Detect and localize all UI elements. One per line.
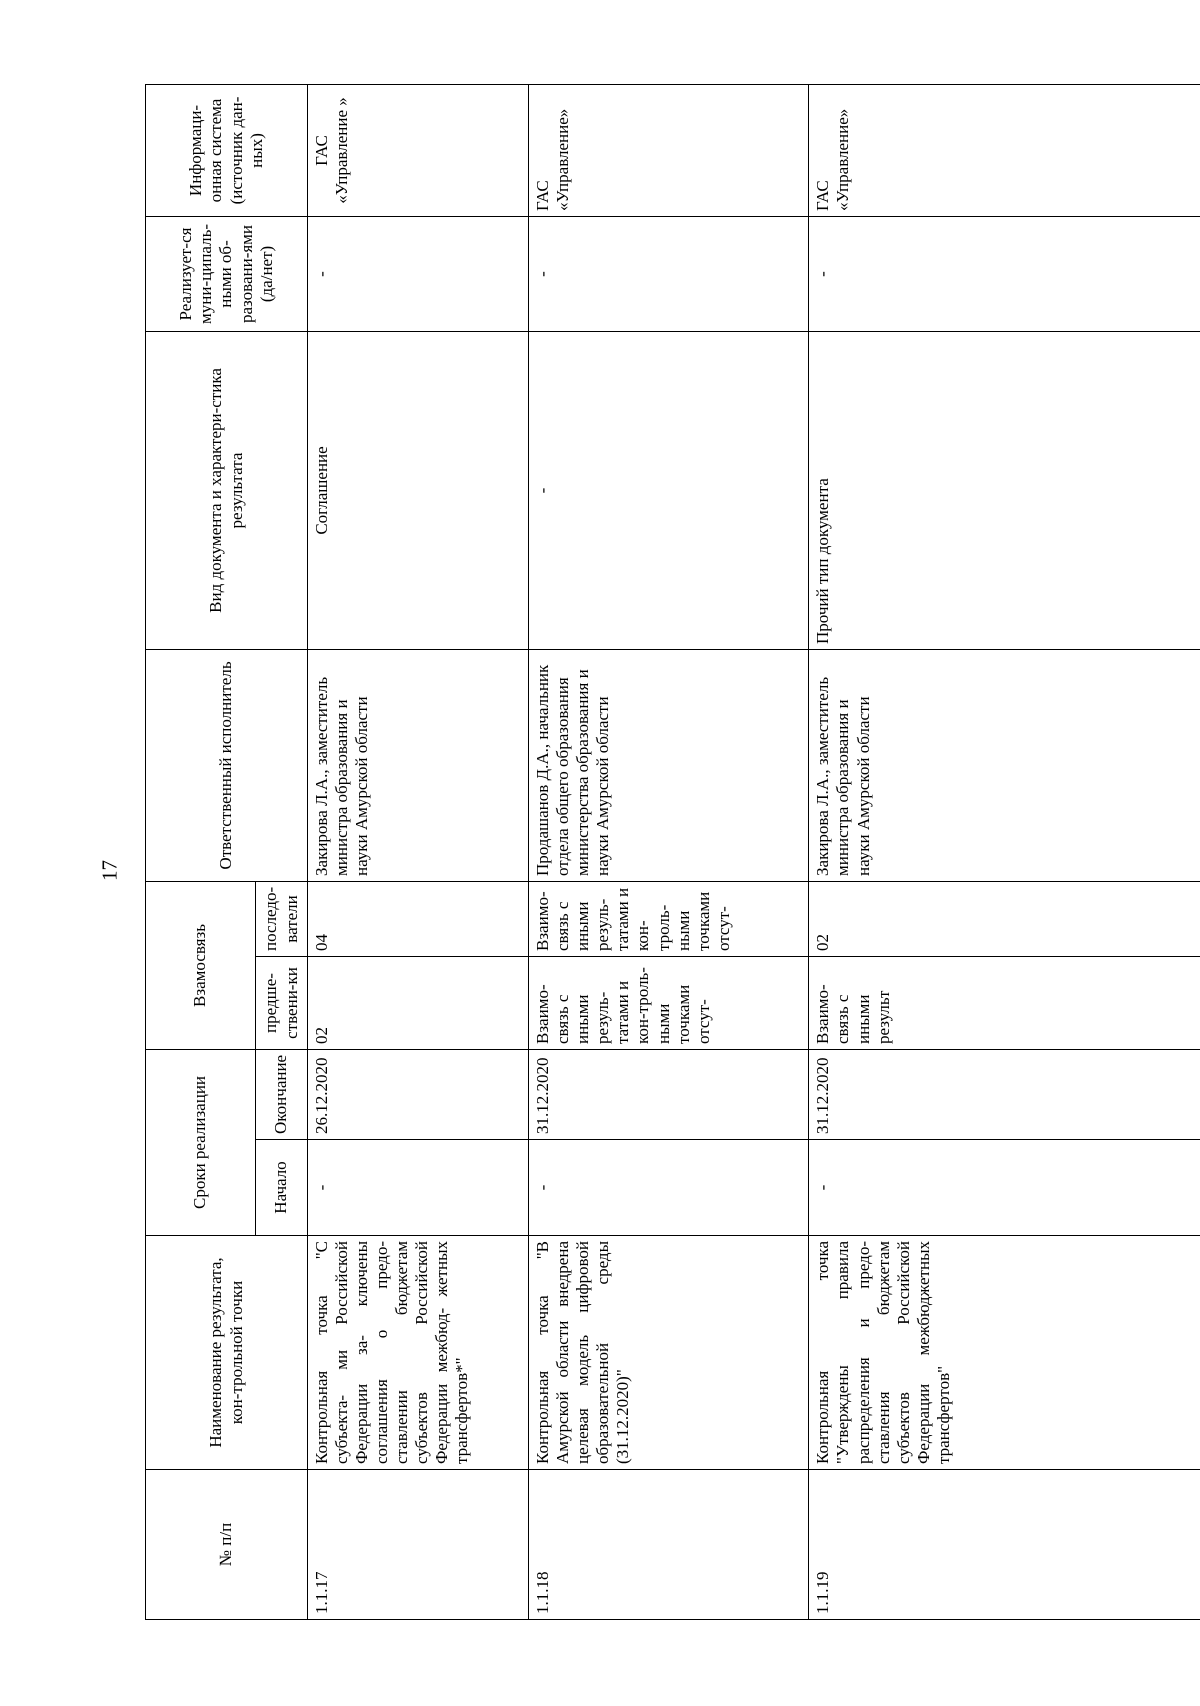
header-row — [146, 84, 256, 1619]
cell-info: ГАС «Управление» — [809, 84, 1200, 216]
cell-name: Контрольная точка "В Амурской области внедрена целевая модель цифровой образовательной среды (31.12.2020)" — [529, 1236, 809, 1470]
cell-succ: Взаимо-связь с иными резуль-татами и кон-троль-ными точками отсут- — [529, 881, 809, 956]
cell-start: - — [529, 1140, 809, 1236]
results-table — [145, 84, 1200, 1620]
cell-start: - — [308, 1140, 529, 1236]
table-row — [308, 84, 529, 1619]
cell-muni: - — [529, 216, 809, 331]
cell-num: 1.1.19 — [809, 1470, 1200, 1620]
cell-resp: Продашанов Д.А., начальник отдела общего образования министерства образования и науки Амурской области — [529, 649, 809, 881]
cell-name: Контрольная точка "С субъекта- ми Российской Федерации за- ключены соглашения о предо- ставлении бюджетам субъектов Российской Федерации межбюд- жетных трансфертов*" — [308, 1236, 529, 1470]
col-header-succ: последо-ватели — [256, 881, 308, 956]
cell-doc: Соглашение — [308, 331, 529, 649]
cell-num: 1.1.18 — [529, 1470, 809, 1620]
col-header-pred: предше-ствени-ки — [256, 957, 308, 1050]
cell-pred: Взаимо-связь с иными резуль-татами и кон-троль-ными точками отсут- — [529, 957, 809, 1050]
cell-succ: 02 — [809, 881, 1200, 956]
page-number: 17 — [97, 860, 122, 881]
col-header-start: Начало — [256, 1140, 308, 1236]
col-header-resp: Ответственный исполнитель — [146, 649, 308, 881]
cell-name: Контрольная точка "Утверждены правила распределения и предо- ставления бюджетам субъектов Российской Федерации межбюджетных трансфертов" — [809, 1236, 1200, 1470]
table-row — [809, 84, 1200, 1619]
table-row — [529, 84, 809, 1619]
col-header-terms: Сроки реализации — [146, 1050, 256, 1236]
col-header-num: № п/п — [146, 1470, 308, 1620]
cell-doc: - — [529, 331, 809, 649]
cell-end: 31.12.2020 — [809, 1050, 1200, 1140]
cell-resp: Закирова Л.А., заместитель министра образования и науки Амурской области — [809, 649, 1200, 881]
cell-pred: Взаимо-связь с иными результ — [809, 957, 1200, 1050]
cell-muni: - — [308, 216, 529, 331]
cell-end: 26.12.2020 — [308, 1050, 529, 1140]
cell-info: ГАС «Управление » — [308, 84, 529, 216]
col-header-info: Информаци-онная система (источник дан-ных) — [146, 84, 308, 216]
cell-resp: Закирова Л.А., заместитель министра образования и науки Амурской области — [308, 649, 529, 881]
col-header-name: Наименование результата, кон-трольной точки — [146, 1236, 308, 1470]
col-header-doc: Вид документа и характери-стика результата — [146, 331, 308, 649]
cell-doc: Прочий тип документа — [809, 331, 1200, 649]
rotated-page — [145, 85, 1200, 1620]
cell-start: - — [809, 1140, 1200, 1236]
col-header-muni: Реализует-ся муни-ципаль-ными об-разовани-ями (да/нет) — [146, 216, 308, 331]
cell-info: ГАС «Управление» — [529, 84, 809, 216]
col-header-end: Окончание — [256, 1050, 308, 1140]
cell-pred: 02 — [308, 957, 529, 1050]
cell-muni: - — [809, 216, 1200, 331]
cell-num: 1.1.17 — [308, 1470, 529, 1620]
col-header-link: Взамосвязь — [146, 881, 256, 1049]
cell-succ: 04 — [308, 881, 529, 956]
cell-end: 31.12.2020 — [529, 1050, 809, 1140]
